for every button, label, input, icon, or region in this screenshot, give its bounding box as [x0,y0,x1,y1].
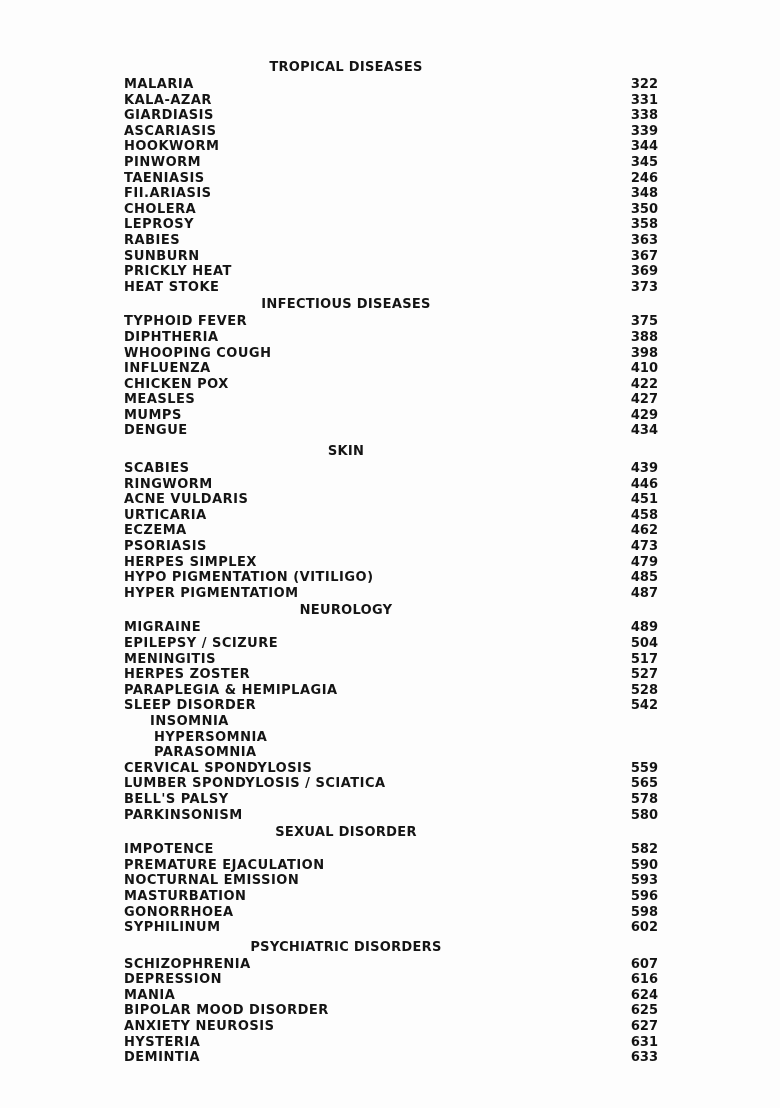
toc-subentry [124,730,658,746]
entry-label: HERPES ZOSTER [124,667,251,683]
entry-page: 559 [630,760,658,776]
entry-page: 339 [630,123,658,139]
entry-label: DEMINTIA [124,1050,201,1066]
entry-page: 446 [630,476,658,492]
entry-label: GIARDIASIS [124,108,214,124]
entry-label: HYPERSOMNIA [154,729,268,745]
entry-label: ANXIETY NEUROSIS [124,1019,275,1035]
entry-label: LUMBER SPONDYLOSIS / SCIATICA [124,776,386,792]
entry-page: 344 [630,139,658,155]
toc-entry [124,652,658,668]
toc-entry [124,508,658,524]
entry-label: SCHIZOPHRENIA [124,956,251,972]
toc-entry [124,108,658,124]
entry-page: 458 [630,507,658,523]
toc-entry [124,792,658,808]
entry-label: INFLUENZA [124,361,211,377]
toc-entry [124,761,658,777]
toc-entry [124,920,658,936]
toc-entry [124,808,658,824]
entry-page: 427 [630,392,658,408]
entry-label: MIGRAINE [124,620,202,636]
entry-page: 367 [630,248,658,264]
toc-entry [124,155,658,171]
section-title: INFECTIOUS DISEASES [261,297,431,313]
entry-label: DENGUE [124,423,188,439]
entry-label: ECZEMA [124,523,187,539]
entry-label: DIPHTHERIA [124,329,219,345]
toc-subentry [124,745,658,761]
toc-entry [124,171,658,187]
entry-label: TYPHOID FEVER [124,314,248,330]
toc-entry [124,93,658,109]
section-title: TROPICAL DISEASES [269,60,423,75]
toc-entry [124,683,658,699]
entry-label: PARASOMNIA [154,745,257,761]
entry-page: 358 [630,217,658,233]
entry-label: PRICKLY HEAT [124,264,232,280]
entry-page: 338 [630,108,658,124]
entry-label: HYPER PIGMENTATIOM [124,585,299,601]
entry-page: 489 [630,620,658,636]
toc-entry [124,539,658,555]
entry-label: MUMPS [124,407,182,423]
entry-page: 590 [630,857,658,873]
toc-entry [124,139,658,155]
entry-label: TAENIASIS [124,170,205,186]
toc-entry [124,314,658,330]
entry-label: PINWORM [124,154,202,170]
entry-label: PREMATURE EJACULATION [124,857,325,873]
entry-label: RINGWORM [124,476,213,492]
entry-page: 598 [630,904,658,920]
entry-page: 542 [630,698,658,714]
entry-label: CERVICAL SPONDYLOSIS [124,760,313,776]
entry-label: URTICARIA [124,507,207,523]
entry-page: 373 [630,279,658,295]
entry-label: IMPOTENCE [124,842,214,858]
entry-page: 517 [630,651,658,667]
entry-page: 602 [630,920,658,936]
entry-page: 439 [630,461,658,477]
section-sexual-disorder [124,823,658,936]
entry-page: 528 [630,682,658,698]
entry-page: 345 [630,154,658,170]
toc-entry [124,264,658,280]
entry-page: 485 [630,570,658,586]
toc-entry [124,698,658,714]
entry-page: 473 [630,539,658,555]
entry-label: SLEEP DISORDER [124,698,257,714]
entry-page: 350 [630,201,658,217]
toc-entry [124,586,658,602]
entry-label: INSOMNIA [150,713,229,729]
toc-entry [124,905,658,921]
table-of-contents [124,58,658,1066]
toc-entry [124,555,658,571]
toc-entry [124,636,658,652]
entry-page: 348 [630,186,658,202]
toc-entry [124,202,658,218]
section-title: SKIN [327,444,365,460]
entry-label: FII.ARIASIS [124,186,212,202]
entry-label: MEASLES [124,392,196,408]
entry-page: 565 [630,776,658,792]
toc-entry [124,957,658,973]
entry-page: 633 [630,1050,658,1066]
toc-entry [124,280,658,296]
toc-entry [124,1050,658,1066]
section-title: SEXUAL DISORDER [275,825,417,841]
entry-label: SUNBURN [124,248,200,264]
toc-entry [124,1003,658,1019]
entry-label: MANIA [124,987,176,1003]
entry-page: 625 [630,1003,658,1019]
toc-entry [124,858,658,874]
entry-page: 363 [630,232,658,248]
entry-page: 607 [630,956,658,972]
entry-page: 487 [630,585,658,601]
toc-entry [124,667,658,683]
toc-entry [124,873,658,889]
entry-page: 504 [630,636,658,651]
section-psychiatric-disorders [124,938,658,1066]
section-tropical-diseases [124,58,658,295]
entry-page: 582 [630,842,658,858]
entry-label: MASTURBATION [124,888,247,904]
entry-page: 246 [630,170,658,186]
entry-label: HOOKWORM [124,139,220,155]
entry-page: 322 [630,77,658,92]
toc-entry [124,377,658,393]
entry-label: CHOLERA [124,201,197,217]
entry-page: 578 [630,791,658,807]
entry-label: KALA-AZAR [124,92,212,108]
entry-page: 580 [630,807,658,823]
toc-entry [124,77,658,93]
entry-page: 627 [630,1019,658,1035]
entry-label: PSORIASIS [124,539,207,555]
entry-label: WHOOPING COUGH [124,345,272,361]
entry-page: 527 [630,667,658,683]
entry-page: 616 [630,972,658,988]
entry-label: SYPHILINUM [124,920,221,936]
entry-label: CHICKEN POX [124,376,229,392]
entry-page: 624 [630,987,658,1003]
entry-page: 388 [630,329,658,345]
entry-label: DEPRESSION [124,972,222,988]
entry-label: SCABIES [124,461,190,477]
entry-page: 369 [630,264,658,280]
entry-label: MENINGITIS [124,651,216,667]
entry-label: ACNE VULDARIS [124,492,249,508]
entry-page: 410 [630,361,658,377]
entry-label: LEPROSY [124,217,195,233]
toc-entry [124,889,658,905]
entry-label: EPILEPSY / SCIZURE [124,636,279,651]
toc-entry [124,570,658,586]
toc-entry [124,1035,658,1051]
entry-label: BIPOLAR MOOD DISORDER [124,1003,329,1019]
toc-entry [124,477,658,493]
entry-label: HERPES SIMPLEX [124,554,257,570]
toc-entry [124,492,658,508]
entry-label: HEAT STOKE [124,279,220,295]
entry-label: PARKINSONISM [124,807,243,823]
toc-entry [124,408,658,424]
toc-entry [124,217,658,233]
toc-entry [124,842,658,858]
entry-label: RABIES [124,232,181,248]
entry-label: HYPO PIGMENTATION (VITILIGO) [124,570,374,586]
toc-entry [124,330,658,346]
toc-entry [124,972,658,988]
entry-label: ASCARIASIS [124,123,217,139]
toc-entry [124,186,658,202]
entry-page: 331 [630,92,658,108]
entry-page: 434 [630,423,658,439]
toc-entry [124,523,658,539]
entry-page: 451 [630,492,658,508]
entry-label: PARAPLEGIA & HEMIPLAGIA [124,682,338,698]
entry-page: 462 [630,523,658,539]
section-title: PSYCHIATRIC DISORDERS [250,939,442,955]
entry-page: 593 [630,873,658,889]
toc-entry [124,988,658,1004]
entry-page: 422 [630,376,658,392]
entry-page: 596 [630,888,658,904]
toc-entry [124,620,658,636]
toc-entry [124,1019,658,1035]
toc-entry [124,423,658,439]
entry-label: NOCTURNAL EMISSION [124,873,300,889]
entry-page: 631 [630,1034,658,1050]
toc-entry [124,124,658,140]
toc-subentry [124,714,658,730]
toc-entry [124,249,658,265]
toc-entry [124,392,658,408]
section-infectious-diseases [124,295,658,439]
entry-label: HYSTERIA [124,1034,201,1050]
entry-page: 375 [630,314,658,330]
entry-label: BELL'S PALSY [124,791,229,807]
entry-label: MALARIA [124,77,194,92]
toc-entry [124,361,658,377]
entry-label: GONORRHOEA [124,904,234,920]
section-title: NEUROLOGY [299,603,393,619]
toc-entry [124,776,658,792]
entry-page: 398 [630,345,658,361]
entry-page: 479 [630,554,658,570]
toc-entry [124,461,658,477]
entry-page: 429 [630,407,658,423]
toc-entry [124,233,658,249]
toc-entry [124,346,658,362]
section-skin [124,442,658,601]
section-neurology [124,601,658,823]
